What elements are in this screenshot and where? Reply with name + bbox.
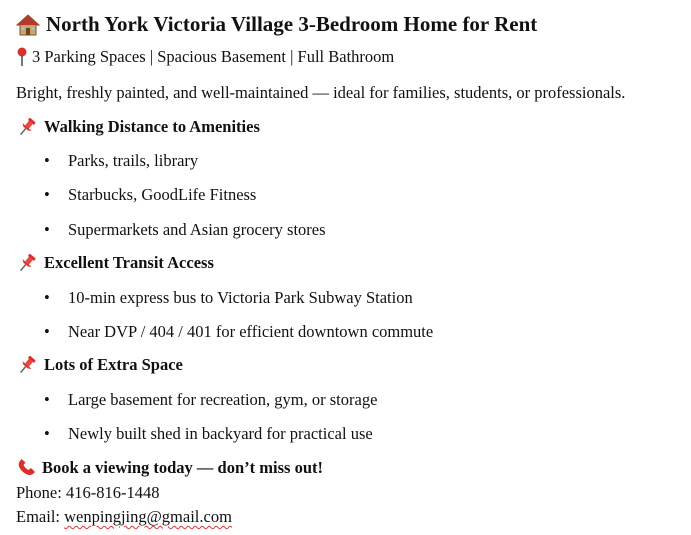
email-line [16, 507, 232, 527]
list-item: • Newly built shed in backyard for practical use [44, 424, 373, 443]
list-item: • Starbucks, GoodLife Fitness [44, 185, 257, 204]
pushpin-icon [16, 253, 38, 273]
house-icon [16, 14, 40, 36]
pushpin-round-icon [16, 47, 28, 67]
section-heading-transit [16, 253, 214, 273]
intro-paragraph: Bright, freshly painted, and well-maintained — ideal for families, students, or professionals. [16, 83, 626, 102]
phone-line: Phone: 416-816-1448 [16, 483, 160, 502]
list-item: • Near DVP / 404 / 401 for efficient downtown commute [44, 322, 434, 341]
page-title-text: North York Victoria Village 3-Bedroom Home for Rent [46, 12, 538, 36]
list-item: • Supermarkets and Asian grocery stores [44, 220, 326, 239]
list-item: • Large basement for recreation, gym, or storage [44, 390, 378, 409]
telephone-icon [16, 458, 38, 478]
subtitle [16, 47, 394, 67]
list-item: • Parks, trails, library [44, 151, 199, 170]
pushpin-icon [16, 117, 38, 137]
call-to-action [16, 458, 323, 478]
section-heading-amenities [16, 117, 260, 137]
email-label: Email: [16, 507, 65, 526]
section-heading-text: Excellent Transit Access [44, 253, 214, 272]
email-address[interactable]: wenpingjing@gmail.com [64, 507, 232, 526]
page-title [16, 12, 537, 37]
subtitle-text: 3 Parking Spaces | Spacious Basement | Full Bathroom [32, 47, 395, 66]
section-heading-space [16, 355, 183, 375]
section-heading-text: Lots of Extra Space [44, 355, 183, 374]
list-item: • 10-min express bus to Victoria Park Subway Station [44, 288, 413, 307]
cta-text: Book a viewing today — don’t miss out! [42, 458, 323, 477]
section-heading-text: Walking Distance to Amenities [44, 117, 260, 136]
pushpin-icon [16, 355, 38, 375]
